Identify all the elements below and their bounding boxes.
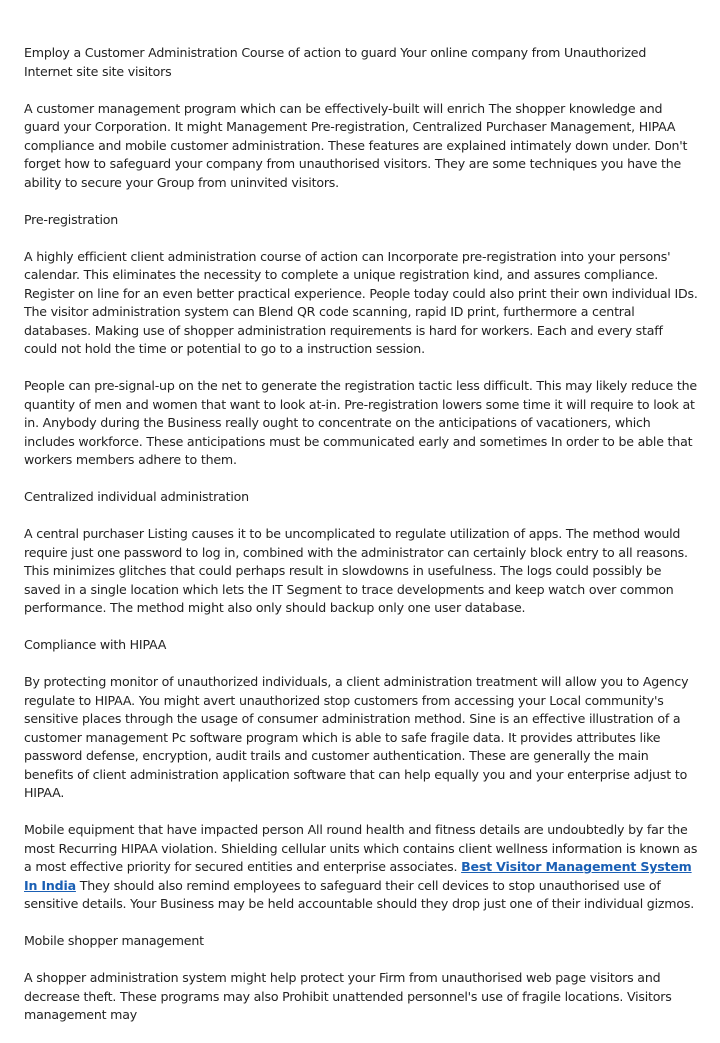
intro-paragraph: A customer management program which can be effectively-built will enrich The shopper knowledge and guard your Corporation. It might Management Pre-registration, Centralized Purchaser Management, HIPAA compliance and mobile customer administration. These features are explained intimately down under. Don't forget how to safeguard your company from unauthorised visitors. They are some techniques you have the ability to secure your Group from uninvited visitors. [24,100,688,190]
mobile-equipment-paragraph [24,821,698,914]
pre-registration-paragraph-2: People can pre-signal-up on the net to generate the registration tactic less difficult. This may likely reduce the quantity of men and women that want to look at-in. Pre-registration lowers some time it will require to look at in. Anybody during the Business really ought to concentrate on the anticipations of vacationers, which includes workforce. These anticipations must be communicated early and sometimes In order to be able that workers members adhere to them. [24,378,697,467]
pre-registration-paragraph-1: A highly efficient client administration course of action can Incorporate pre-registration into your persons' calendar. This eliminates the necessity to complete a unique registration kind, and assures compliance. Register on line for an even better practical experience. People today could also print their own individual IDs. The visitor administration system can Blend QR code scanning, rapid ID print, furthermore a central databases. Making use of shopper administration requirements is hard for workers. Each and every staff could not hold the time or potential to go to a instruction session. [24,248,698,356]
document-title: Employ a Customer Administration Course of action to guard Your online company from Unauthorized Internet site site visitors [24,45,647,79]
mobile-text-after-link: They should also remind employees to safeguard their cell devices to stop unauthorised use of sensitive details. Your Business may be held accountable should they drop just one of their individual gizmos. [24,877,695,911]
hipaa-paragraph: By protecting monitor of unauthorized individuals, a client administration treatment will allow you to Agency regulate to HIPAA. You might avert unauthorized stop customers from accessing your Local community's sensitive places through the usage of consumer administration method. Sine is an effective illustration of a customer management Pc software program which is able to safe fragile data. It provides attributes like password defense, encryption, audit trails and customer authentication. These are generally the main benefits of client administration application software that can help equally you and your enterprise adjust to HIPAA. [24,674,689,800]
heading-hipaa: Compliance with HIPAA [24,637,167,652]
heading-mobile-shopper-management: Mobile shopper management [24,933,204,948]
heading-centralized-administration: Centralized individual administration [24,489,249,504]
heading-pre-registration: Pre-registration [24,211,119,227]
document-body [24,44,698,1043]
mobile-management-paragraph: A shopper administration system might help protect your Firm from unauthorised web page visitors and decrease theft. These programs may also Prohibit unattended personnel's use of fragile locations. Visitors management may [24,970,672,1022]
mobile-text-before-link: Mobile equipment that have impacted person All round health and fitness details are undoubtedly by far the most Recurring HIPAA violation. Shielding cellular units which contains client wellness information is known as a most effective priority for secured entities and enterprise associates. [24,822,698,874]
centralized-paragraph: A central purchaser Listing causes it to be uncomplicated to regulate utilization of apps. The method would require just one password to log in, combined with the administrator can certainly block entry to all reasons. This minimizes glitches that could perhaps result in slowdowns in usefulness. The logs could possibly be saved in a single location which lets the IT Segment to trace developments and keep watch over common performance. The method might also only should backup only one user database. [24,526,688,615]
visitor-management-link[interactable]: Best Visitor Management System In India [24,859,692,893]
